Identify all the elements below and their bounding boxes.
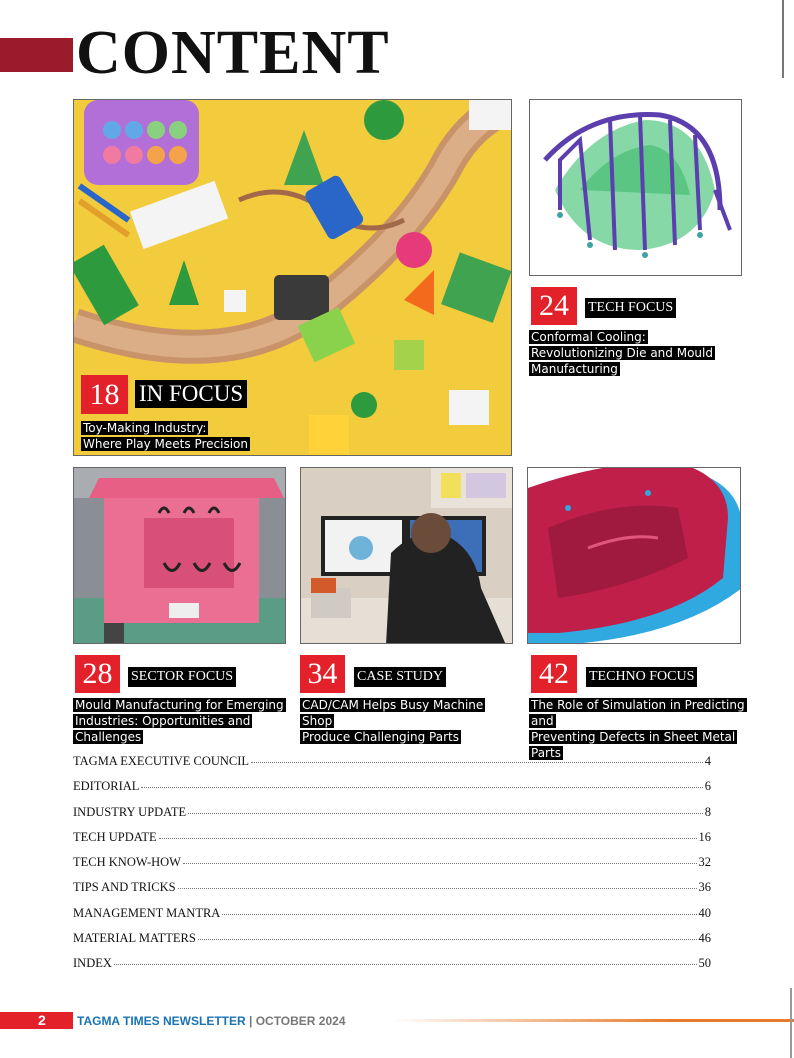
cadcam-illustration — [301, 468, 513, 644]
feature-section-label: TECH FOCUS — [585, 298, 676, 318]
footer-publication: TAGMA TIMES NEWSLETTER — [77, 1014, 246, 1028]
toc-leader — [178, 888, 697, 889]
toc-label: TECH UPDATE — [73, 829, 157, 844]
toc-label: INDEX — [73, 956, 112, 971]
conformal-cooling-photo — [529, 99, 742, 276]
footer-issue: OCTOBER 2024 — [255, 1014, 346, 1028]
toc-entry[interactable] — [73, 880, 711, 905]
toc-page: 4 — [704, 754, 711, 768]
toc-label: MANAGEMENT MANTRA — [73, 905, 221, 920]
sheet-metal-photo — [527, 467, 741, 644]
feature-section-label: IN FOCUS — [135, 380, 247, 408]
toc-leader — [198, 939, 697, 940]
toc-label: EDITORIAL — [73, 779, 140, 794]
toc-label: TECH KNOW-HOW — [73, 855, 181, 870]
toc-entry[interactable] — [73, 754, 711, 779]
toc-page: 16 — [698, 829, 711, 844]
feature-description: Mould Manufacturing for Emerging Industries: Opportunities and Challenges — [75, 698, 284, 744]
feature-number: 18 — [81, 375, 128, 414]
page-title: CONTENT — [76, 19, 390, 87]
toc-entry[interactable] — [73, 906, 711, 931]
footer-publication-line — [77, 1014, 346, 1028]
toc-leader — [222, 914, 696, 915]
mould-photo — [73, 467, 286, 644]
footer-page-marker — [0, 1012, 73, 1029]
toc-entry[interactable] — [73, 931, 711, 956]
footer-separator: | — [245, 1014, 256, 1028]
toc-page: 36 — [698, 880, 711, 895]
table-of-contents — [73, 754, 711, 982]
toc-label: TIPS AND TRICKS — [73, 880, 176, 895]
toc-page: 32 — [698, 855, 711, 870]
margin-rule — [782, 0, 784, 78]
toc-page: 40 — [698, 905, 711, 920]
toc-label: INDUSTRY UPDATE — [73, 804, 187, 819]
toc-leader — [251, 762, 703, 763]
feature-description: The Role of Simulation in Predicting and Preventing Defects in Sheet Metal Parts — [531, 698, 745, 760]
toc-entry[interactable] — [73, 956, 711, 981]
toc-leader — [159, 838, 697, 839]
toc-label: MATERIAL MATTERS — [73, 931, 196, 946]
feature-description: Conformal Cooling: Revolutionizing Die and Mould Manufacturing — [531, 330, 713, 376]
cooling-illustration — [530, 100, 742, 276]
toc-entry[interactable] — [73, 805, 711, 830]
feature-number: 34 — [300, 655, 345, 693]
footer-page-number: 2 — [38, 1012, 46, 1028]
toc-leader — [183, 863, 697, 864]
title-accent-bar — [0, 38, 73, 72]
toc-page: 46 — [698, 931, 711, 946]
cadcam-photo — [300, 467, 513, 644]
margin-rule-bottom — [790, 988, 792, 1058]
feature-section-label: TECHNO FOCUS — [586, 667, 697, 687]
toc-leader — [114, 964, 697, 965]
toc-page: 50 — [698, 956, 711, 971]
toc-page: 6 — [704, 779, 711, 794]
feature-number: 42 — [531, 655, 577, 693]
toc-leader — [141, 787, 702, 788]
toc-label: TAGMA EXECUTIVE COUNCIL — [73, 754, 250, 768]
feature-section-label: SECTOR FOCUS — [128, 667, 236, 687]
feature-number: 24 — [531, 287, 577, 325]
feature-description: Toy-Making Industry: Where Play Meets Precision — [83, 421, 248, 451]
toc-page: 8 — [704, 804, 711, 819]
toc-entry[interactable] — [73, 830, 711, 855]
sheet-metal-illustration — [528, 468, 741, 644]
feature-section-label: CASE STUDY — [354, 667, 446, 687]
mould-illustration — [74, 468, 286, 644]
feature-description: CAD/CAM Helps Busy Machine Shop Produce Challenging Parts — [302, 698, 484, 744]
footer-accent-line — [390, 1019, 794, 1022]
toc-entry[interactable] — [73, 779, 711, 804]
feature-number: 28 — [75, 655, 120, 693]
toc-leader — [188, 813, 703, 814]
toc-entry[interactable] — [73, 855, 711, 880]
